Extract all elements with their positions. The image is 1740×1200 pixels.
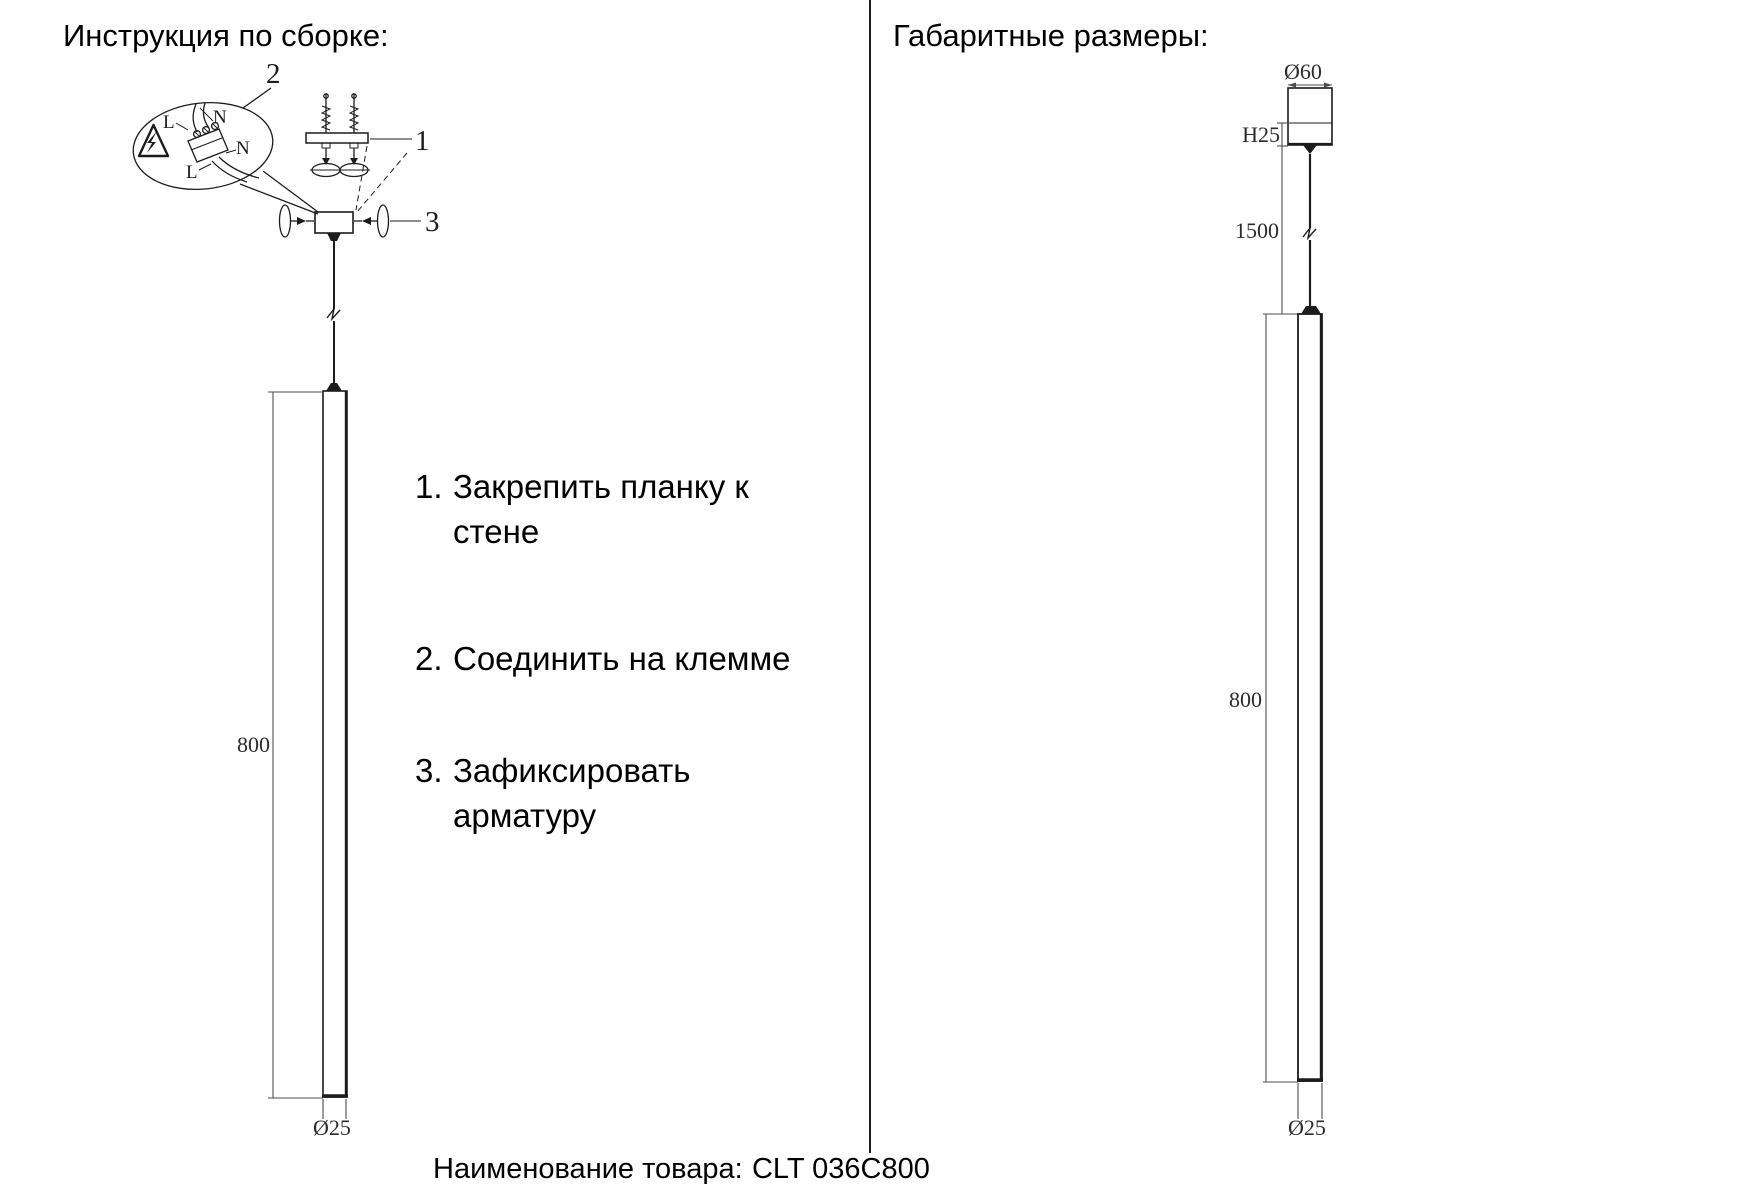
dim-tube — [1297, 306, 1323, 1081]
instruction-text: Закрепить планку к — [453, 468, 749, 505]
dim-label-h25: H25 — [1242, 122, 1280, 147]
dim-canopy — [1288, 88, 1332, 154]
canopy — [280, 205, 422, 241]
instruction-text: арматуру — [453, 797, 597, 834]
mounting-bracket — [306, 94, 412, 212]
suspension-cable — [327, 241, 340, 387]
dim-label-d60: Ø60 — [1284, 59, 1322, 84]
dim-label-1500: 1500 — [1235, 218, 1279, 243]
instruction-text: Зафиксировать — [453, 752, 691, 789]
wire-label-n-mid: N — [236, 138, 250, 159]
product-name-label: Наименование товара: — [433, 1153, 743, 1185]
instruction-text: стене — [453, 513, 540, 550]
instruction-step-1 — [415, 464, 749, 554]
product-name-caption — [433, 1153, 930, 1186]
dim-cable — [1303, 154, 1316, 307]
wire-label-l-bottom: L — [186, 162, 198, 183]
instruction-text: Соединить на клемме — [453, 640, 791, 677]
callout-terminal: 2 — [266, 58, 281, 90]
instruction-number: 2. — [415, 640, 443, 677]
dim-label-800-right: 800 — [1229, 687, 1262, 712]
instruction-number: 1. — [415, 468, 443, 505]
instruction-number: 3. — [415, 752, 443, 789]
wire-label-n-top: N — [213, 107, 227, 128]
dimension-lines-left — [268, 392, 346, 1119]
wire-label-l-top: L — [163, 112, 175, 133]
product-name-value: CLT 036C800 — [751, 1153, 930, 1185]
dim-label-d25-right: Ø25 — [1288, 1115, 1326, 1140]
dimensions-title: Габаритные размеры: — [893, 18, 1209, 53]
assembly-title: Инструкция по сборке: — [63, 18, 389, 53]
assembly-diagram — [129, 88, 421, 1119]
instruction-step-3 — [415, 748, 690, 838]
dim-label-800-left: 800 — [237, 732, 270, 757]
instruction-step-2 — [415, 636, 791, 681]
callout-fixing: 3 — [425, 206, 440, 238]
dim-label-d25-left: Ø25 — [313, 1115, 351, 1140]
pendant-tube — [322, 383, 348, 1097]
callout-bracket: 1 — [415, 125, 430, 157]
